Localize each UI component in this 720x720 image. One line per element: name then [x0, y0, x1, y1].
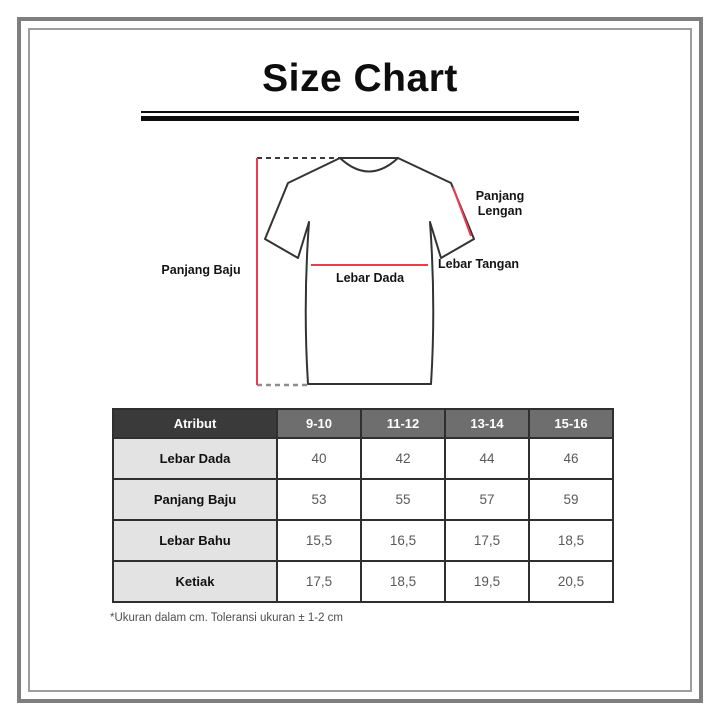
table-row-panjang-baju [113, 479, 613, 520]
size-table-body [113, 438, 613, 602]
value-cell: 20,5 [529, 561, 613, 602]
size-tolerance-footnote: *Ukuran dalam cm. Toleransi ukuran ± 1-2 cm [110, 612, 343, 624]
value-cell: 42 [361, 438, 445, 479]
table-row-lebar-dada [113, 438, 613, 479]
page-title: Size Chart [262, 57, 458, 100]
header-cell-size-13-14: 13-14 [445, 409, 529, 438]
value-cell: 18,5 [529, 520, 613, 561]
label-panjang-lengan: Panjang Lengan [475, 189, 525, 218]
value-cell: 46 [529, 438, 613, 479]
value-cell: 19,5 [445, 561, 529, 602]
attribute-cell: Ketiak [113, 561, 277, 602]
value-cell: 17,5 [277, 561, 361, 602]
label-lebar-dada: Lebar Dada [335, 271, 405, 285]
attribute-cell: Lebar Dada [113, 438, 277, 479]
value-cell: 53 [277, 479, 361, 520]
value-cell: 55 [361, 479, 445, 520]
attribute-cell: Lebar Bahu [113, 520, 277, 561]
value-cell: 17,5 [445, 520, 529, 561]
table-row-lebar-bahu [113, 520, 613, 561]
value-cell: 40 [277, 438, 361, 479]
header-cell-size-11-12: 11-12 [361, 409, 445, 438]
header-cell-size-15-16: 15-16 [529, 409, 613, 438]
table-row-ketiak [113, 561, 613, 602]
attribute-cell: Panjang Baju [113, 479, 277, 520]
value-cell: 57 [445, 479, 529, 520]
label-panjang-baju: Panjang Baju [161, 263, 241, 277]
label-lebar-tangan: Lebar Tangan [438, 257, 520, 271]
value-cell: 15,5 [277, 520, 361, 561]
header-row [113, 409, 613, 438]
value-cell: 16,5 [361, 520, 445, 561]
size-table-header [113, 409, 613, 438]
value-cell: 18,5 [361, 561, 445, 602]
size-table [112, 408, 614, 603]
header-cell-atribut: Atribut [113, 409, 277, 438]
header-cell-size-9-10: 9-10 [277, 409, 361, 438]
value-cell: 59 [529, 479, 613, 520]
value-cell: 44 [445, 438, 529, 479]
